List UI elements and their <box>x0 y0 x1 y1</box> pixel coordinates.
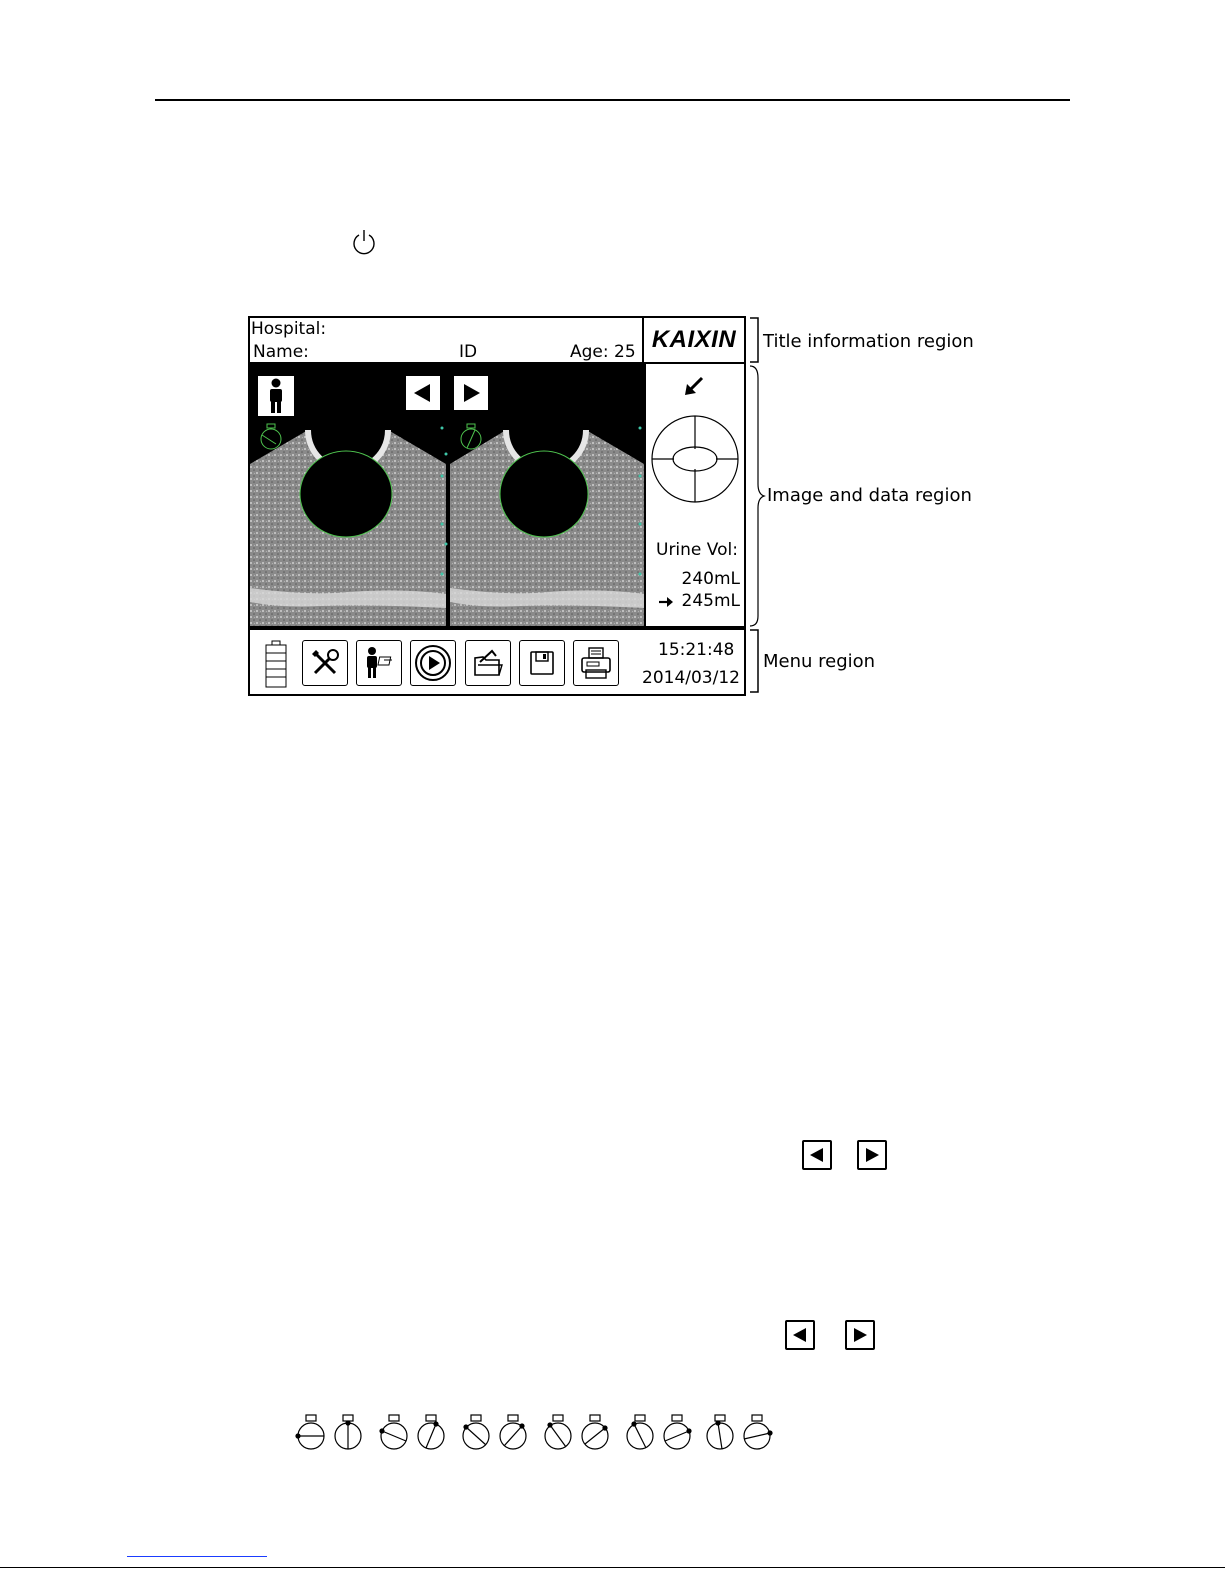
triangle-right-icon <box>851 1326 869 1344</box>
settings-tools-icon <box>310 648 340 678</box>
save-button[interactable] <box>519 640 565 686</box>
name-label: Name: <box>253 342 309 362</box>
device-screen <box>248 316 746 696</box>
triangle-left-icon <box>791 1326 809 1344</box>
open-folder-button[interactable] <box>465 640 511 686</box>
print-button[interactable] <box>573 640 619 686</box>
region-brackets <box>748 314 768 698</box>
age-label: Age: 25 <box>570 342 636 362</box>
urine-vol-label: Urine Vol: <box>656 540 738 560</box>
inline-right-arrow-button-1[interactable] <box>857 1140 887 1170</box>
probe-orientation-icon <box>380 1415 407 1449</box>
id-label: ID <box>459 342 478 362</box>
ultrasound-views <box>250 364 646 628</box>
probe-orientation-icon <box>335 1415 361 1449</box>
probe-orientation-icon <box>744 1415 772 1449</box>
urine-volume-value-1: 240mL <box>681 569 740 589</box>
patient-info-button[interactable] <box>356 640 402 686</box>
play-icon <box>414 644 452 682</box>
probe-orientation-icon <box>500 1415 526 1449</box>
patient-position-button[interactable] <box>258 376 294 416</box>
title-information-region <box>248 316 644 364</box>
inline-left-arrow-button-1[interactable] <box>802 1140 832 1170</box>
probe-orientation-icon <box>418 1415 444 1449</box>
footer-link-underline[interactable] <box>127 1556 267 1557</box>
brand-logo: KAIXIN <box>651 326 737 353</box>
logo-box <box>644 316 746 364</box>
probe-orientation-icon <box>463 1415 489 1449</box>
previous-image-button[interactable] <box>406 376 440 410</box>
menu-region <box>248 628 746 696</box>
probe-orientation-right-icon <box>461 424 481 449</box>
hospital-label: Hospital: <box>251 319 327 339</box>
annotation-menu-region: Menu region <box>763 651 876 672</box>
settings-button[interactable] <box>302 640 348 686</box>
ultrasound-image-left <box>250 430 446 626</box>
arrow-right-icon <box>658 596 674 608</box>
open-folder-icon <box>472 648 504 678</box>
power-icon <box>350 228 378 256</box>
probe-orientation-icon <box>296 1415 324 1449</box>
image-region <box>248 364 646 628</box>
probe-orientation-left-icon <box>261 424 281 449</box>
urine-volume-value-2: 245mL <box>681 591 740 611</box>
person-icon <box>266 378 286 414</box>
print-icon <box>579 646 613 680</box>
bottom-rule <box>0 1567 1225 1568</box>
annotation-image-region: Image and data region <box>767 485 972 506</box>
data-panel <box>644 364 746 628</box>
triangle-right-icon <box>460 382 482 404</box>
inline-left-arrow-button-2[interactable] <box>785 1320 815 1350</box>
probe-orientation-icon <box>664 1415 691 1449</box>
arrow-down-left-icon <box>682 376 706 398</box>
annotation-title-region: Title information region <box>763 331 974 352</box>
triangle-left-icon <box>412 382 434 404</box>
clock-time: 15:21:48 <box>658 640 735 660</box>
clock-date: 2014/03/12 <box>642 668 740 688</box>
play-button[interactable] <box>410 640 456 686</box>
battery-icon <box>264 640 288 688</box>
save-disk-icon <box>528 649 556 677</box>
patient-info-icon <box>362 646 396 680</box>
probe-orientation-icon-row <box>295 1412 785 1454</box>
triangle-right-icon <box>863 1146 881 1164</box>
probe-orientation-icon <box>627 1415 653 1449</box>
inline-right-arrow-button-2[interactable] <box>845 1320 875 1350</box>
top-rule <box>155 99 1070 101</box>
triangle-left-icon <box>808 1146 826 1164</box>
ultrasound-image-right <box>450 430 644 626</box>
next-image-button[interactable] <box>454 376 488 410</box>
bladder-diagram <box>650 414 740 504</box>
probe-orientation-icon <box>582 1415 608 1449</box>
probe-orientation-icon <box>545 1415 571 1449</box>
probe-orientation-icon <box>707 1415 733 1449</box>
